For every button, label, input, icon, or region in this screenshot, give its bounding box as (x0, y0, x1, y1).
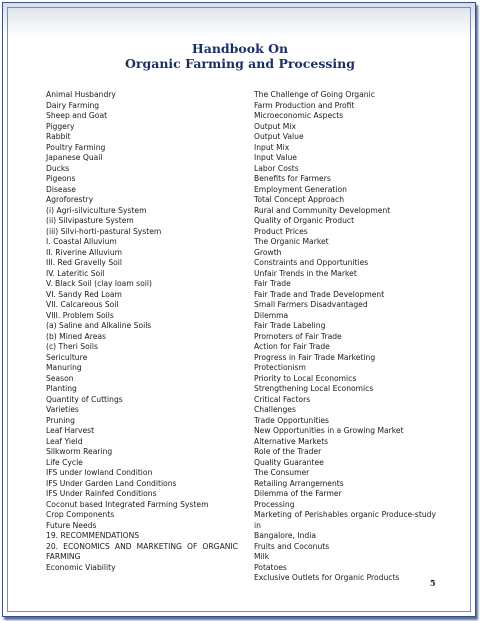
toc-entry: New Opportunities in a Growing Market (254, 426, 404, 435)
toc-entry: Animal Husbandry (46, 90, 116, 99)
toc-entry: Fair Trade and Trade Development (254, 289, 385, 299)
toc-entry: Protectionism (254, 363, 306, 372)
toc-entry: Priority to Local Economics (254, 373, 357, 383)
toc-entry: Planting (46, 384, 77, 393)
toc-entry: Progress in Fair Trade Marketing (254, 352, 376, 362)
toc-entry: Output Value (254, 132, 304, 141)
toc-right-column (254, 90, 436, 584)
toc-entry: Unfair Trends in the Market (254, 268, 357, 278)
toc-entry: Pigeons (46, 174, 76, 183)
toc-entry: Disease (46, 184, 76, 194)
toc-entry: (b) Mined Areas (46, 331, 106, 341)
toc-entry: Role of the Trader (254, 447, 322, 456)
toc-entry: Processing (254, 499, 295, 509)
toc-entry: Input Value (254, 153, 297, 162)
toc-entry: II. Riverine Alluvium (46, 247, 123, 257)
toc-entry: Benefits for Farmers (254, 174, 331, 183)
toc-entry: Product Prices (254, 226, 308, 236)
toc-entry: IFS under lowland Condition (46, 468, 153, 477)
toc-entry: Exclusive Outlets for Organic Products (254, 573, 400, 582)
toc-entry: Bangalore, India (254, 531, 316, 540)
toc-entry: Silkworm Rearing (46, 447, 113, 456)
toc-entry: Coconut based Integrated Farming System (46, 499, 209, 509)
toc-entry: Varieties (46, 405, 79, 414)
toc-entry: Leaf Yield (46, 436, 83, 446)
toc-entry: The Organic Market (254, 237, 329, 246)
toc-entry: The Challenge of Going Organic (254, 90, 375, 99)
toc-entry: VII. Calcareous Soil (46, 300, 119, 309)
toc-entry: IV. Lateritic Soil (46, 268, 105, 278)
toc-entry: Manuring (46, 363, 82, 372)
toc-entry: Input Mix (254, 142, 290, 152)
toc-entry: Milk (254, 552, 270, 561)
toc-entry: Growth (254, 247, 282, 257)
toc-entry: Dilemma (254, 310, 289, 320)
toc-entry: Strengthening Local Economics (254, 384, 374, 393)
toc-entry: Small Farmers Disadvantaged (254, 300, 368, 309)
toc-entry: Quantity of Cuttings (46, 394, 123, 404)
toc-entry: VI. Sandy Red Loam (46, 289, 122, 299)
toc-entry: (a) Saline and Alkaline Soils (46, 321, 152, 330)
toc-entry: Action for Fair Trade (254, 342, 330, 351)
toc-entry: Future Needs (46, 520, 97, 530)
toc-entry: VIII. Problem Soils (46, 310, 114, 320)
toc-entry: The Consumer (254, 468, 310, 477)
toc-entry: Quality of Organic Product (254, 216, 355, 225)
toc-entry: Sericulture (46, 352, 88, 362)
toc-entry: Rural and Community Development (254, 205, 391, 215)
toc-entry: V. Black Soil (clay loam soil) (46, 279, 152, 288)
toc-entry: Challenges (254, 405, 296, 414)
toc-entry: Fair Trade Labeling (254, 321, 326, 330)
toc-entry: FARMING (46, 552, 81, 561)
book-title-line-2: Organic Farming and Processing (125, 56, 355, 71)
toc-entry: Leaf Harvest (46, 426, 95, 435)
toc-entry: Potatoes (254, 562, 287, 572)
toc-entry: Critical Factors (254, 394, 311, 404)
toc-entry: Fair Trade (254, 279, 291, 288)
toc-entry: Agroforestry (46, 195, 94, 204)
toc-entry: Fruits and Coconuts (254, 541, 330, 551)
toc-entry: 19. RECOMMENDATIONS (46, 531, 140, 540)
toc-entry: Poultry Farming (46, 142, 106, 152)
toc-entry: 20. ECONOMICS AND MARKETING OF ORGANIC (46, 541, 238, 551)
toc-entry: (i) Agri-silviculture System (46, 205, 147, 215)
toc-entry: Marketing of Perishables organic Produce-study in (254, 510, 436, 530)
toc-entry: Crop Components (46, 510, 115, 519)
toc-entry: Output Mix (254, 121, 296, 131)
toc-entry: Ducks (46, 163, 70, 173)
toc-entry: (c) Theri Soils (46, 342, 98, 351)
toc-entry: I. Coastal Alluvium (46, 237, 117, 246)
toc-entry: Total Concept Approach (254, 195, 345, 204)
toc-entry: Promoters of Fair Trade (254, 331, 342, 341)
toc-left-column (46, 90, 238, 573)
toc-entry: Sheep and Goat (46, 111, 108, 120)
toc-entry: Japanese Quail (46, 153, 103, 162)
toc-entry: Piggery (46, 121, 75, 131)
toc-entry: (iii) Silvi-horti-pastural System (46, 226, 162, 236)
toc-entry: Retailing Arrangements (254, 478, 344, 488)
page-number: 5 (430, 578, 436, 588)
toc-entry: Constraints and Opportunities (254, 258, 369, 267)
toc-entry: III. Red Gravelly Soil (46, 258, 123, 267)
book-title-line-1: Handbook On (191, 41, 289, 56)
toc-entry: Labor Costs (254, 163, 299, 173)
toc-entry: Rabbit (46, 132, 71, 141)
toc-entry: IFS Under Garden Land Conditions (46, 478, 177, 488)
toc-entry: IFS Under Rainfed Conditions (46, 489, 157, 498)
toc-entry: Alternative Markets (254, 436, 329, 446)
toc-entry: Quality Guarantee (254, 457, 324, 467)
toc-entry: Dilemma of the Farmer (254, 489, 342, 498)
toc-entry: Microeconomic Aspects (254, 111, 344, 120)
toc-entry: Pruning (46, 415, 75, 425)
toc-entry: Life Cycle (46, 457, 83, 467)
toc-entry: Dairy Farming (46, 100, 100, 110)
toc-entry: Trade Opportunities (254, 415, 330, 425)
toc-entry: Employment Generation (254, 184, 347, 194)
toc-entry: (ii) Silvipasture System (46, 216, 134, 225)
toc-entry: Season (46, 373, 74, 383)
toc-entry: Economic Viability (46, 562, 116, 572)
toc-entry: Farm Production and Profit (254, 100, 355, 110)
